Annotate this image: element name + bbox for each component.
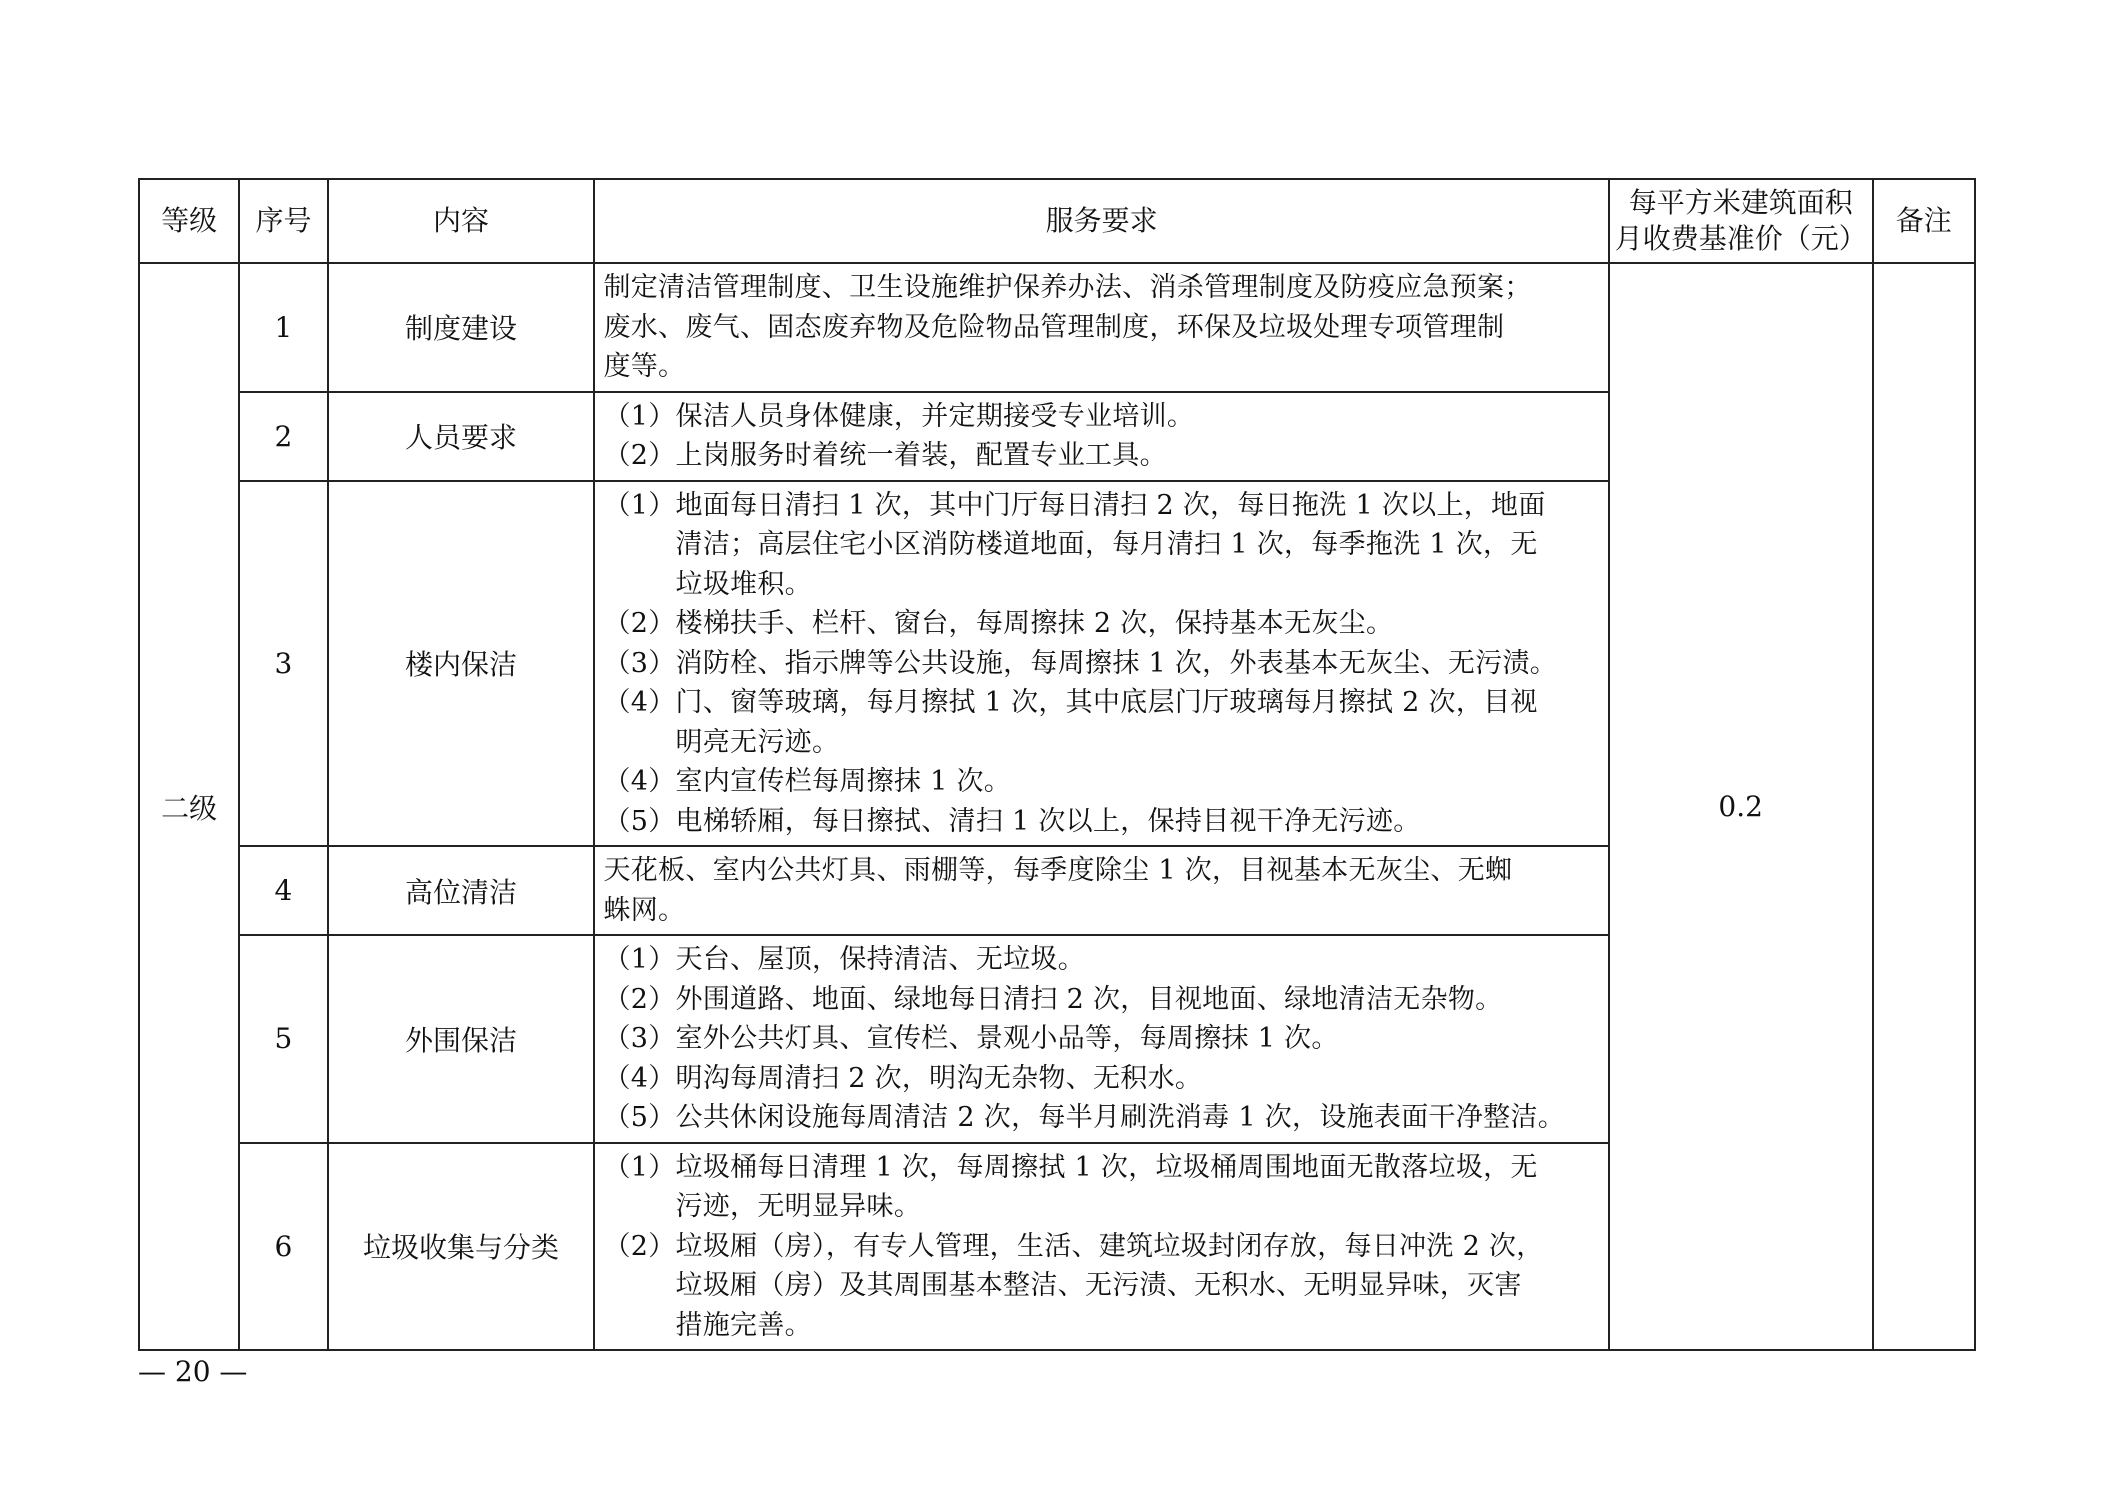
requirements-cell bbox=[594, 392, 1608, 481]
requirement-line: （2）外围道路、地面、绿地每日清扫 2 次，目视地面、绿地清洁无杂物。 bbox=[603, 983, 1503, 1015]
service-standard-table bbox=[138, 178, 1976, 1351]
seq-cell: 1 bbox=[239, 263, 327, 392]
seq-cell: 2 bbox=[239, 392, 327, 481]
header-content: 内容 bbox=[328, 179, 595, 263]
requirement-line: 蛛网。 bbox=[603, 894, 686, 926]
page-number: — 20 — bbox=[138, 1355, 248, 1388]
requirement-line: （5）电梯轿厢，每日擦拭、清扫 1 次以上，保持目视干净无污迹。 bbox=[603, 805, 1421, 837]
level-cell: 二级 bbox=[139, 263, 239, 1350]
requirement-line: （5）公共休闲设施每周清洁 2 次，每半月刷洗消毒 1 次，设施表面干净整洁。 bbox=[603, 1102, 1566, 1133]
header-price-line2: 月收费基准价（元） bbox=[1614, 222, 1867, 255]
header-price-line1: 每平方米建筑面积 bbox=[1628, 186, 1853, 219]
requirement-line: 垃圾厢（房）及其周围基本整洁、无污渍、无积水、无明显异味，灭害 bbox=[675, 1270, 1522, 1301]
requirement-line: （4）门、窗等玻璃，每月擦拭 1 次，其中底层门厅玻璃每月擦拭 2 次，目视 bbox=[603, 687, 1538, 718]
requirement-line: 清洁；高层住宅小区消防楼道地面，每月清扫 1 次，每季拖洗 1 次，无 bbox=[675, 529, 1538, 560]
requirement-line: 垃圾堆积。 bbox=[675, 568, 812, 600]
header-price bbox=[1609, 179, 1873, 263]
price-cell: 0.2 bbox=[1609, 263, 1873, 1350]
content-cell: 人员要求 bbox=[328, 392, 595, 481]
header-level: 等级 bbox=[139, 179, 239, 263]
header-requirements: 服务要求 bbox=[594, 179, 1608, 263]
requirement-line: （2）垃圾厢（房），有专人管理，生活、建筑垃圾封闭存放，每日冲洗 2 次， bbox=[603, 1230, 1544, 1262]
requirement-line: （4）室内宣传栏每周擦抹 1 次。 bbox=[603, 766, 1012, 797]
requirements-cell bbox=[594, 846, 1608, 935]
requirement-line: （4）明沟每周清扫 2 次，明沟无杂物、无积水。 bbox=[603, 1062, 1203, 1094]
content-cell: 楼内保洁 bbox=[328, 481, 595, 847]
requirement-line: （1）地面每日清扫 1 次，其中门厅每日清扫 2 次，每日拖洗 1 次以上，地面 bbox=[603, 489, 1546, 521]
note-cell bbox=[1873, 263, 1975, 1350]
content-cell: 高位清洁 bbox=[328, 846, 595, 935]
requirement-line: 明亮无污迹。 bbox=[675, 726, 840, 758]
seq-cell: 5 bbox=[239, 935, 327, 1143]
header-seq: 序号 bbox=[239, 179, 327, 263]
requirement-line: 天花板、室内公共灯具、雨棚等，每季度除尘 1 次，目视基本无灰尘、无蜘 bbox=[603, 855, 1513, 886]
requirement-line: （1）垃圾桶每日清理 1 次，每周擦拭 1 次，垃圾桶周围地面无散落垃圾，无 bbox=[603, 1151, 1538, 1183]
requirement-line: （2）上岗服务时着统一着装，配置专业工具。 bbox=[603, 440, 1167, 471]
header-row bbox=[139, 179, 1975, 263]
seq-cell: 4 bbox=[239, 846, 327, 935]
requirement-line: （3）室外公共灯具、宣传栏、景观小品等，每周擦抹 1 次。 bbox=[603, 1023, 1339, 1054]
requirement-line: 污迹，无明显异味。 bbox=[675, 1191, 922, 1222]
requirements-cell bbox=[594, 481, 1608, 847]
table-row bbox=[139, 263, 1975, 392]
requirement-line: 废水、废气、固态废弃物及危险物品管理制度，环保及垃圾处理专项管理制 bbox=[603, 311, 1505, 343]
seq-cell: 3 bbox=[239, 481, 327, 847]
requirement-line: （2）楼梯扶手、栏杆、窗台，每周擦抹 2 次，保持基本无灰尘。 bbox=[603, 608, 1394, 639]
content-cell: 外围保洁 bbox=[328, 935, 595, 1143]
header-note: 备注 bbox=[1873, 179, 1975, 263]
requirement-line: （3）消防栓、指示牌等公共设施，每周擦抹 1 次，外表基本无灰尘、无污渍。 bbox=[603, 647, 1558, 679]
seq-cell: 6 bbox=[239, 1143, 327, 1351]
requirements-cell bbox=[594, 1143, 1608, 1351]
requirement-line: 措施完善。 bbox=[675, 1309, 812, 1341]
requirement-line: （1）天台、屋顶，保持清洁、无垃圾。 bbox=[603, 944, 1086, 975]
content-cell: 制度建设 bbox=[328, 263, 595, 392]
requirement-line: 制定清洁管理制度、卫生设施维护保养办法、消杀管理制度及防疫应急预案； bbox=[603, 272, 1532, 303]
requirement-line: （1）保洁人员身体健康，并定期接受专业培训。 bbox=[603, 400, 1195, 432]
content-cell: 垃圾收集与分类 bbox=[328, 1143, 595, 1351]
requirements-cell bbox=[594, 935, 1608, 1143]
requirements-cell bbox=[594, 263, 1608, 392]
requirement-line: 度等。 bbox=[603, 351, 686, 382]
